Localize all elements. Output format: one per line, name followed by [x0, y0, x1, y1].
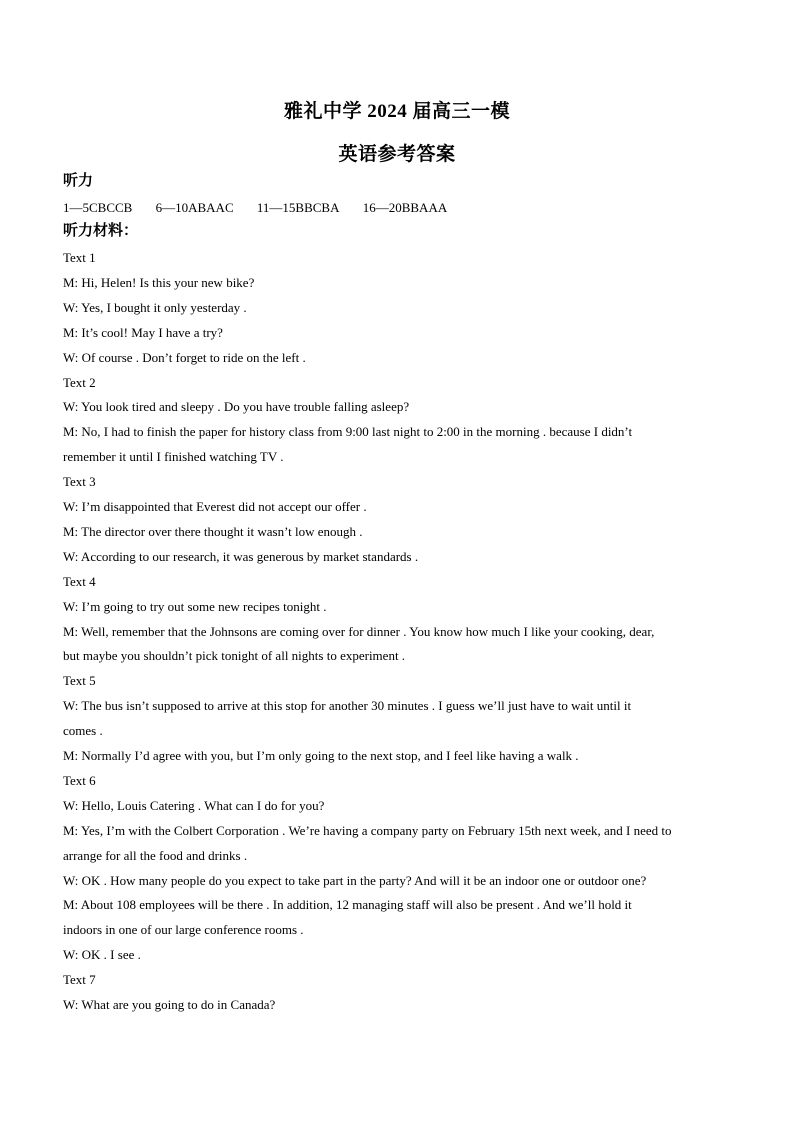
- text-heading: Text 4: [63, 573, 96, 589]
- answer-key-row: [63, 200, 734, 216]
- transcript-line: W: OK . I see .: [63, 947, 141, 963]
- transcript-line: M: It’s cool! May I have a try?: [63, 324, 223, 340]
- answer-group: 11—15BBCBA: [256, 200, 340, 215]
- transcript-line: comes .: [63, 723, 103, 739]
- transcript-line: W: According to our research, it was generous by market standards .: [63, 548, 419, 564]
- transcript-line: W: Yes, I bought it only yesterday .: [63, 299, 247, 315]
- transcript-line: arrange for all the food and drinks .: [63, 847, 248, 863]
- text-heading: Text 3: [63, 474, 96, 490]
- section-heading-materials: 听力材料：: [63, 223, 139, 239]
- transcript-line: but maybe you shouldn’t pick tonight of all nights to experiment .: [63, 648, 406, 664]
- section-heading-listening: 听力: [63, 173, 94, 189]
- text-heading: Text 7: [63, 972, 96, 988]
- transcript-line: W: What are you going to do in Canada?: [63, 997, 276, 1012]
- transcript-line: W: You look tired and sleepy . Do you have trouble falling asleep?: [63, 399, 410, 415]
- text-heading: Text 1: [63, 250, 96, 265]
- answer-group: 16—20BBAAA: [362, 200, 448, 215]
- transcript-line: remember it until I finished watching TV .: [63, 449, 284, 465]
- text-heading: Text 5: [63, 673, 96, 689]
- transcript-line: M: The director over there thought it wasn’t low enough .: [63, 523, 363, 539]
- transcript-line: W: Of course . Don’t forget to ride on the left .: [63, 349, 306, 365]
- transcript-line: M: About 108 employees will be there . In addition, 12 managing staff will also be present . And we’ll hold it: [63, 897, 632, 913]
- transcript-line: W: I’m disappointed that Everest did not accept our offer .: [63, 499, 367, 514]
- document-subtitle: 英语参考答案: [338, 144, 456, 165]
- text-heading: Text 2: [63, 374, 96, 390]
- transcript-line: M: Yes, I’m with the Colbert Corporation . We’re having a company party on February 15th next week, and I need to: [63, 822, 672, 838]
- transcript-line: indoors in one of our large conference rooms .: [63, 922, 304, 938]
- transcript-line: M: Well, remember that the Johnsons are coming over for dinner . You know how much I like your cooking, dear,: [63, 623, 655, 639]
- text-heading: Text 6: [63, 772, 96, 788]
- answer-group: 6—10ABAAC: [155, 200, 234, 215]
- transcript-line: M: Normally I’d agree with you, but I’m only going to the next stop, and I feel like having a walk .: [63, 748, 579, 763]
- transcript-line: W: OK . How many people do you expect to take part in the party? And will it be an indoor one or outdoor one?: [63, 872, 647, 888]
- transcript-line: M: No, I had to finish the paper for history class from 9:00 last night to 2:00 in the morning . because I didn’t: [63, 424, 633, 440]
- transcript-line: W: The bus isn’t supposed to arrive at this stop for another 30 minutes . I guess we’ll just have to wait until it: [63, 698, 632, 714]
- transcript-line: M: Hi, Helen! Is this your new bike?: [63, 274, 255, 290]
- answer-group: 1—5CBCCB: [63, 200, 133, 215]
- transcript-line: W: Hello, Louis Catering . What can I do for you?: [63, 797, 325, 813]
- transcript-line: W: I’m going to try out some new recipes tonight .: [63, 598, 327, 614]
- document-title: 雅礼中学 2024 届高三一模: [283, 101, 510, 122]
